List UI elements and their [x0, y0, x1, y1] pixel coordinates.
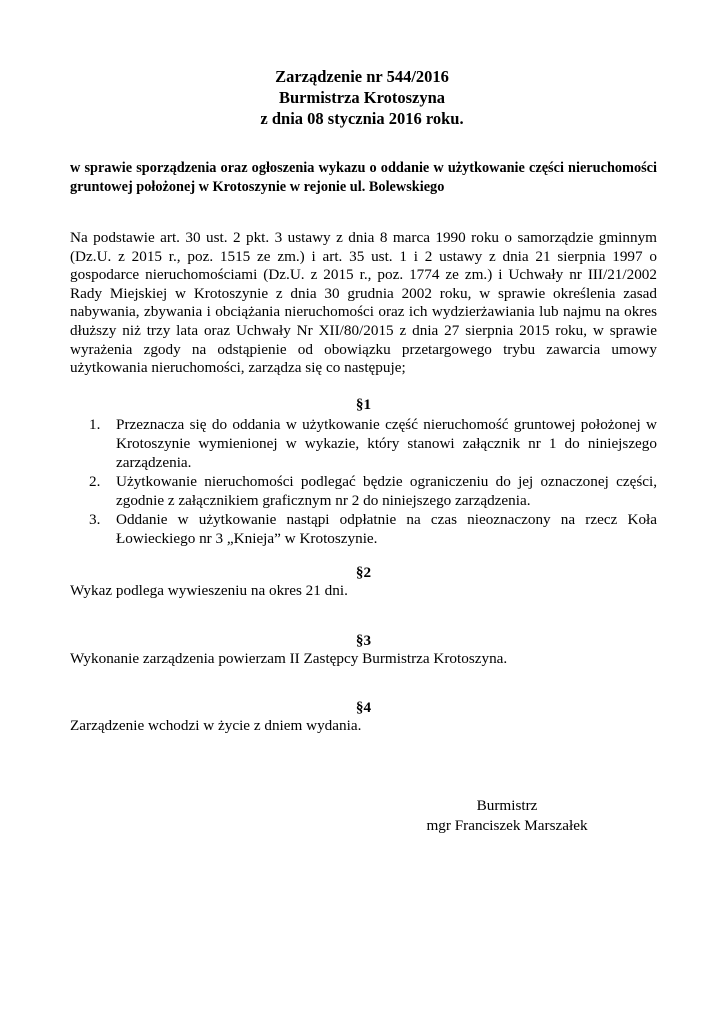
list-item-text: Przeznacza się do oddania w użytkowanie część nieruchomość gruntowej położonej w Krotoszynie wymienionej w wykazie, który stanowi załącznik nr 1 do niniejszego zarządzenia.	[116, 416, 657, 471]
list-item-number: 3.	[89, 511, 101, 528]
document-title-date: z dnia 08 stycznia 2016 roku.	[260, 109, 464, 128]
section-2-text: Wykaz podlega wywieszeniu na okres 21 dni.	[70, 582, 348, 599]
legal-basis-paragraph: Na podstawie art. 30 ust. 2 pkt. 3 ustawy z dnia 8 marca 1990 roku o samorządzie gminnym (Dz.U. z 2015 r., poz. 1515 ze zm.) i art. 35 ust. 1 i 2 ustawy z dnia 21 sierpnia 1997 o gospodarce nieruchomościami (Dz.U. z 2015 r., poz. 1774 ze zm.) i Uchwały nr III/21/2002 Rady Miejskiej w Krotoszynie z dnia 30 grudnia 2002 roku, w sprawie określenia zasad nabywania, zbywania i obciążania nieruchomości oraz ich wydzierżawiania lub najmu na okres dłuższy niż trzy lata oraz Uchwały Nr XII/80/2015 z dnia 27 sierpnia 2015 roku, w sprawie wyrażenia zgody na odstąpienie od obowiązku przetargowego trybu zawarcia umowy użytkowania nieruchomości, zarządza się co następuje;	[70, 229, 657, 377]
list-item-text: Użytkowanie nieruchomości podlegać będzie ograniczeniu do jej oznaczonej części, zgodnie z załącznikiem graficznym nr 2 do niniejszego zarządzenia.	[116, 473, 657, 509]
list-item	[70, 510, 657, 548]
section-3-text: Wykonanie zarządzenia powierzam II Zastępcy Burmistrza Krotoszyna.	[70, 650, 508, 667]
document-title-issuer: Burmistrza Krotoszyna	[278, 88, 446, 107]
list-item-text: Oddanie w użytkowanie nastąpi odpłatnie na czas nieoznaczony na rzecz Koła Łowieckiego nr 3 „Knieja” w Krotoszynie.	[116, 511, 657, 547]
list-item	[70, 415, 657, 472]
list-item	[70, 472, 657, 510]
section-4-heading: §4	[355, 699, 372, 716]
section-4-text: Zarządzenie wchodzi w życie z dniem wydania.	[70, 717, 362, 734]
signature-role: Burmistrz	[476, 797, 538, 814]
document-title-number: Zarządzenie nr 544/2016	[275, 67, 449, 86]
document-subject: w sprawie sporządzenia oraz ogłoszenia wykazu o oddanie w użytkowanie części nieruchomości gruntowej położonej w Krotoszynie w rejonie ul. Bolewskiego	[70, 160, 657, 195]
section-1-list	[70, 415, 657, 548]
section-3-heading: §3	[355, 632, 372, 649]
signature-name: mgr Franciszek Marszałek	[426, 817, 588, 834]
list-item-number: 1.	[89, 416, 101, 433]
section-1-heading: §1	[355, 396, 372, 413]
list-item-number: 2.	[89, 473, 101, 490]
section-2-heading: §2	[355, 564, 372, 581]
